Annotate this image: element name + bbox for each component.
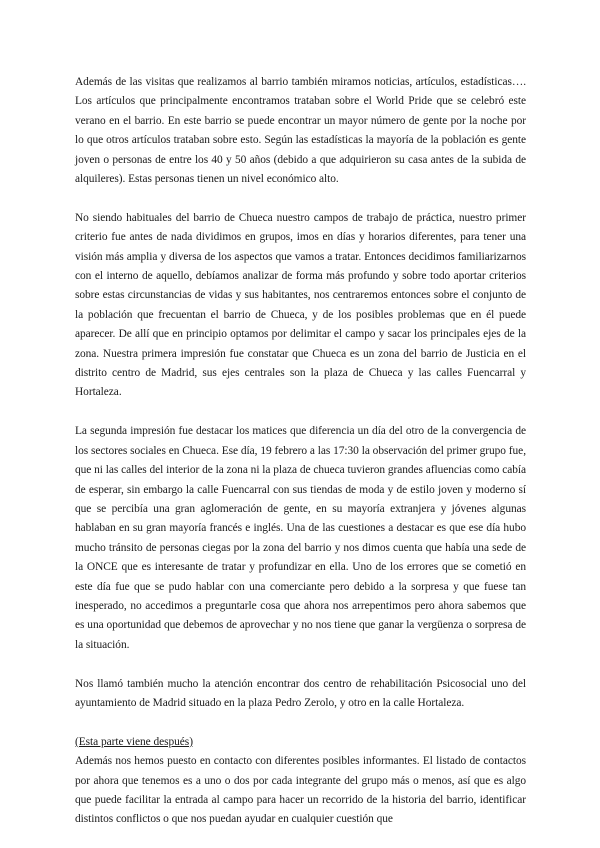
paragraph-5: Además nos hemos puesto en contacto con diferentes posibles informantes. El listado de contactos por ahora que tenemos es a uno o dos por cada integrante del grupo más o menos, así que es algo que puede facilitar la entrada al campo para hacer un recorrido de la historia del barrio, identificar distintos conflictos o que nos puedan ayudar en cualquier cuestión que [75,755,526,826]
document-body [75,73,526,830]
paragraph-3: La segunda impresión fue destacar los matices que diferencia un día del otro de la convergencia de los sectores sociales en Chueca. Ese día, 19 febrero a las 17:30 la observación del primer grupo fue, que ni las calles del interior de la zona ni la plaza de chueca tuvieron grandes afluencias como cabía de esperar, sin embargo la calle Fuencarral con sus tiendas de moda y de estilo joven y moderno sí que se percibía una gran aglomeración de gente, en su mayoría extranjera y jóvenes algunas hablaban en su gran mayoría francés e inglés. Una de las cuestiones a destacar es que ese día hubo mucho tránsito de personas ciegas por la zona del barrio y nos dimos cuenta que había una sede de la ONCE que es interesante de tratar y profundizar en ella. Uno de los errores que se cometió en este día fue que se pudo hablar con una comerciante pero debido a la sorpresa y que fuese tan inesperado, no accedimos a preguntarle cosa que ahora nos arrepentimos pero ahora sabemos que es una oportunidad que debemos de aprovechar y no nos tiene que ganar la vergüenza o sorpresa de la situación. [75,425,526,651]
paragraph-1: Además de las visitas que realizamos al barrio también miramos noticias, artículos, estadísticas…. Los artículos que principalmente encontramos trataban sobre el World Pride que se celebró este verano en el barrio. En este barrio se puede encontrar un mayor número de gente por la noche por lo que otros artículos trataban sobre esto. Según las estadísticas la mayoría de la población es gente joven o personas de entre los 40 y 50 años (debido a que adquirieron su casa antes de la subida de alquileres). Estas personas tienen un nivel económico alto. [75,76,526,186]
editor-note [75,733,526,752]
paragraph-4: Nos llamó también mucho la atención encontrar dos centro de rehabilitación Psicosocial uno del ayuntamiento de Madrid situado en la plaza Pedro Zerolo, y otro en la calle Hortaleza. [75,677,526,709]
paragraph-2: No siendo habituales del barrio de Chueca nuestro campos de trabajo de práctica, nuestro primer criterio fue antes de nada dividimos en grupos, imos en días y horarios diferentes, para tener una visión más amplia y diversa de los aspectos que vamos a tratar. Entonces decidimos familiarizarnos con el interno de aquello, debíamos analizar de forma más profundo y sobre todo aportar criterios sobre estas circunstancias de vidas y sus habitantes, nos centraremos entonces sobre el conjunto de la población que frecuentan el barrio de Chueca, y de los posibles problemas que en él puede aparecer. De allí que en principio optamos por delimitar el campo y sacar los principales ejes de la zona. Nuestra primera impresión fue constatar que Chueca es un zona del barrio de Justicia en el distrito centro de Madrid, sus ejes centrales son la plaza de Chueca y las calles Fuencarral y Hortaleza. [75,211,526,399]
editor-note-text: (Esta parte viene después) [75,735,193,748]
